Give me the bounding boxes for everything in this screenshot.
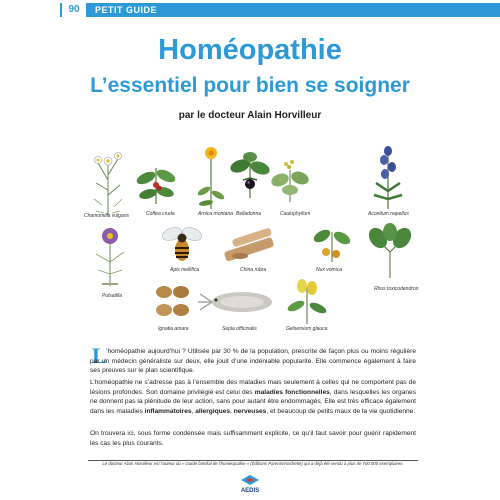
sepia-illustration [196,282,278,322]
caption-sepia: Sepia officinalis [222,326,257,332]
caption-coffea: Coffea cruda [146,211,175,217]
caption-pulsatilla: Pulsatilla [102,293,123,299]
china-illustration [220,224,280,264]
author-line: par le docteur Alain Horvilleur [178,110,322,121]
caption-apis: Apis mellifica [170,267,200,273]
page-number: 90 [62,3,86,17]
closing-paragraph: On trouvera ici, sous forme condensée mais suffisamment explicite, ce qu’il faut savoir pour guérir rapidement les cas les plus courants. [90,430,416,447]
ignatia-illustration [154,282,192,322]
apis-illustration [158,224,206,264]
nux-illustration [308,224,356,264]
svg-text:AEDIS: AEDIS [240,488,260,494]
caption-rhus: Rhus toxicodendron [374,286,419,292]
footnote: Le docteur Alain Horvilleur est l’auteur du « Guide familial de l’homéopathie » (Éditions Parents/Hachette) qui a déjà été vendu à plus de 700 000 exemplaires. [102,461,404,466]
caption-aconitum: Aconitum napellus [368,211,409,217]
pulsatilla-illustration [90,222,130,288]
series-label: PETIT GUIDE [95,5,158,15]
caption-china: China rubra [240,267,267,273]
caption-ignatia: Ignatia amara [158,326,189,332]
rhus-illustration [368,222,412,280]
caption-gelsemium: Gelsemium glauca [286,326,328,332]
chamomilla-illustration [86,135,130,217]
drop-cap: L [92,343,107,368]
caption-belladonna: Belladonna [236,211,262,217]
caption-arnica: Arnica montana [198,211,234,217]
gelsemium-illustration [282,276,332,326]
belladonna-illustration [230,148,270,200]
caulophyllum-illustration [268,152,312,204]
page-subtitle: L’essentiel pour bien se soigner [90,74,410,97]
scope-paragraph: L’homéopathie ne s’adresse pas à l’ensemble des maladies mais seulement à celles qui ne comportent pas de lésions profondes. Son domaine privilégié est celui des maladies fonctionnelles, dans lesquelles les organes ne donnent pas la plénitude de leur action, sans pour autant être endommagés. Elle est très efficace également dans les maladies inflammatoires, allergiques, nerveuses, et beaucoup de petits maux de la vie quotidienne. [90,379,416,416]
page-title: Homéopathie [158,34,342,66]
intro-paragraph: ’homéopathie aujourd’hui ? Utilisée par 30 % de la population, prescrite de façon plus ou moins régulière par un médecin généraliste sur deux, elle jouit d’une indéniable popularité. Elle commence également à faire ses preuves sur le plan scientifique. [90,348,416,375]
caption-chamomilla: Chamomilla vulgaris [84,213,130,219]
coffea-illustration [134,158,178,206]
aconitum-illustration [368,143,408,211]
arnica-illustration [196,143,226,211]
caption-caulophyllum: Caulophyllum [280,211,311,217]
publisher-logo [228,474,272,494]
caption-nux: Nux vomica [316,267,343,273]
